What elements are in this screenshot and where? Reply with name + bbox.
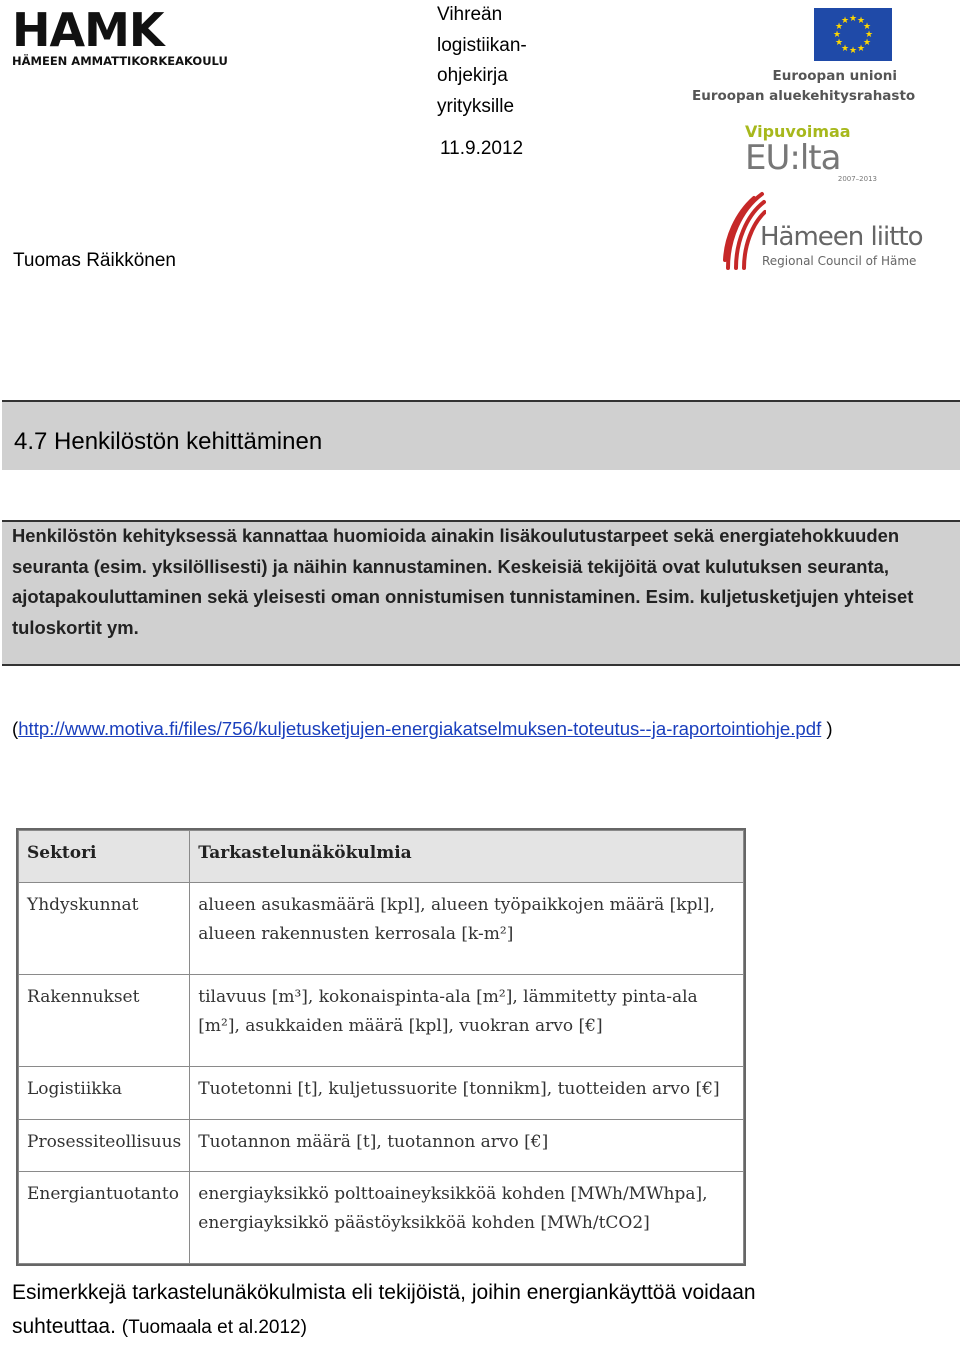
table-header-row [19, 831, 744, 883]
caption-source: (Tuomaala et al.2012) [121, 1317, 307, 1338]
table-cell-sector: Prosessiteollisuus [19, 1119, 190, 1171]
svg-text:★: ★ [834, 22, 844, 32]
svg-text:★: ★ [840, 16, 850, 26]
eu-fund-label: Euroopan aluekehitysrahasto [692, 88, 916, 104]
svg-text:★: ★ [862, 22, 872, 32]
document-author: Tuomas Räikkönen [13, 250, 176, 271]
svg-text:★: ★ [834, 38, 844, 48]
table-cell-metrics: Tuotetonni [t], kuljetussuorite [tonnikm], tuotteiden arvo [€] [190, 1067, 744, 1119]
section-heading: 4.7 Henkilöstön kehittäminen [14, 428, 323, 455]
svg-text:★: ★ [848, 14, 858, 24]
table-cell-sector: Rakennukset [19, 975, 190, 1067]
table-cell-sector: Energiantuotanto [19, 1171, 190, 1263]
source-link[interactable]: http://www.motiva.fi/files/756/kuljetusketjujen-energiakatselmuksen-toteutus--ja-raportointiohje.pdf [18, 718, 822, 739]
table-cell-sector: Logistiikka [19, 1067, 190, 1119]
svg-text:★: ★ [840, 44, 850, 54]
eu-flag-icon [814, 8, 892, 61]
table-row [19, 1119, 744, 1171]
table-caption [12, 1276, 772, 1345]
caption-text: Esimerkkejä tarkastelunäkökulmista eli tekijöistä, joihin energiankäyttöä voidaan suhteuttaa. [12, 1281, 756, 1338]
svg-text:★: ★ [864, 30, 874, 40]
table-cell-metrics: tilavuus [m³], kokonaispinta-ala [m²], lämmitetty pinta-ala [m²], asukkaiden määrä [kpl], vuokran arvo [€] [190, 975, 744, 1067]
svg-text:★: ★ [848, 46, 858, 56]
svg-text:★: ★ [832, 30, 842, 40]
table-header-cell: Sektori [19, 831, 190, 883]
eulta-label: EU:lta [745, 138, 841, 178]
table-row [19, 883, 744, 975]
vipuvoimaa-years: 2007–2013 [837, 175, 877, 183]
eu-union-label: Euroopan unioni [772, 68, 897, 84]
hamk-logo-subtitle: HÄMEEN AMMATTIKORKEAKOULU [12, 54, 228, 68]
table-cell-sector: Yhdyskunnat [19, 883, 190, 975]
table-cell-metrics: energiayksikkö polttoaineyksikköä kohden [MWh/MWhpa], energiayksikkö päästöyksikköä kohden [MWh/tCO2] [190, 1171, 744, 1263]
sector-table [16, 828, 746, 1266]
svg-text:★: ★ [856, 44, 866, 54]
eu-stars-icon [814, 8, 892, 61]
table-header-cell: Tarkastelunäkökulmia [190, 831, 744, 883]
hamk-logo [12, 3, 228, 68]
table-row [19, 1171, 744, 1263]
table-row [19, 1067, 744, 1119]
source-line [12, 718, 833, 740]
vipuvoimaa-label: Vipuvoimaa [745, 122, 851, 141]
svg-text:★: ★ [862, 38, 872, 48]
table-cell-metrics: Tuotannon määrä [t], tuotannon arvo [€] [190, 1119, 744, 1171]
document-date: 11.9.2012 [440, 138, 524, 159]
eu-text [692, 66, 916, 106]
document-title: Vihreän logistiikan-ohjekirja yrityksille [437, 4, 527, 117]
source-open-paren: ( [12, 718, 19, 739]
table-cell-metrics: alueen asukasmäärä [kpl], alueen työpaikkojen määrä [kpl], alueen rakennusten kerrosala [k-m²] [190, 883, 744, 975]
svg-text:★: ★ [856, 16, 866, 26]
table-row [19, 975, 744, 1067]
vipuvoimaa-logo [745, 122, 885, 184]
hameen-liitto-name: Hämeen liitto [760, 222, 923, 252]
hamk-logo-word: HAMK [12, 3, 164, 57]
hameen-liitto-subtitle: Regional Council of Häme [762, 254, 917, 268]
summary-text: Henkilöstön kehityksessä kannattaa huomioida ainakin lisäkoulutustarpeet sekä energiatehokkuuden seuranta (esim. yksilöllisesti) ja näihin kannustaminen. Keskeisiä tekijöitä ovat kulutuksen seuranta, ajotapakouluttaminen sekä yleisesti oman onnistumisen tunnistaminen. Esim. kuljetusketjujen yhteiset tuloskortit ym. [12, 525, 914, 638]
source-close-paren: ) [821, 718, 833, 739]
